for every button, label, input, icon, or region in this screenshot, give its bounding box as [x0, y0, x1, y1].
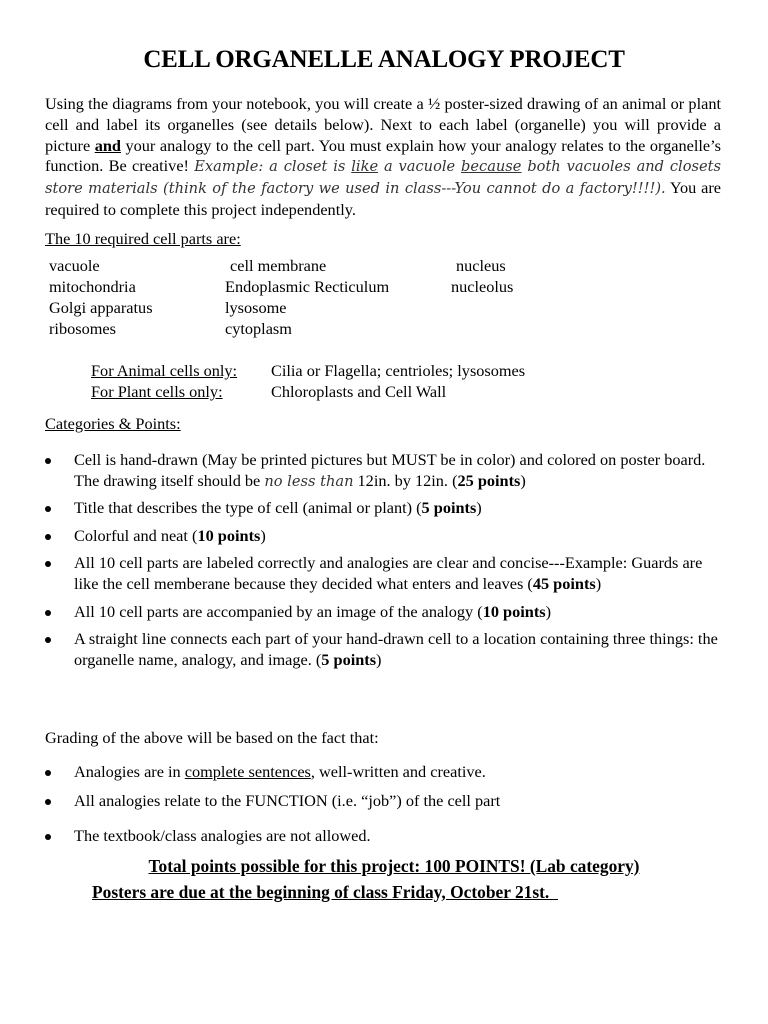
list-item [45, 826, 725, 847]
categories-heading: Categories & Points: [45, 414, 181, 433]
list-item [45, 629, 725, 670]
list-item [45, 526, 725, 547]
bullet-icon [45, 458, 51, 464]
bullet-icon [45, 534, 51, 540]
part-cell: mitochondria [49, 277, 136, 296]
item-text: ) [476, 498, 482, 518]
item-text: ) [520, 470, 526, 490]
example-text-3: both vacuoles and closets store materials (think of the factory we used in class---You cannot do a factory!!!!). [45, 158, 721, 198]
item-text: Analogies are in [74, 762, 185, 781]
example-text-2: a vacuole [378, 158, 462, 176]
list-item [45, 450, 725, 492]
animal-cells-label: For Animal cells only: [91, 361, 238, 380]
bullet-icon [45, 506, 51, 512]
points-value: 25 points [457, 470, 521, 490]
part-cell: Endoplasmic Recticulum [225, 277, 390, 296]
item-text: All analogies relate to the FUNCTION (i.e. “job”) of the cell part [74, 790, 501, 810]
points-value: 10 points [482, 601, 546, 621]
points-value: 10 points [197, 525, 261, 545]
part-cell: vacuole [49, 256, 100, 275]
example-like: like [351, 158, 379, 176]
intro-text-1: Using the diagrams from your notebook, you will create a ½ poster-sized drawing of an animal or plant cell and label its organelles (see details below). Next to each label (organelle) you will provide a picture [45, 94, 721, 155]
example-because: because [461, 158, 522, 176]
part-cell: Golgi apparatus [49, 298, 153, 317]
item-text: The textbook/class analogies are not allowed. [74, 826, 371, 846]
item-text: ) [260, 525, 266, 545]
page-title: CELL ORGANELLE ANALOGY PROJECT [143, 46, 625, 73]
example-text-1: Example: a closet is [194, 158, 352, 176]
item-text: A straight line connects each part of your hand-drawn cell to a location containing three things: the organelle name, analogy, and image. ( [74, 629, 718, 669]
intro-and-word: and [94, 135, 121, 155]
list-item [45, 791, 725, 812]
points-value: 5 points [421, 498, 477, 518]
item-text: ) [376, 649, 382, 669]
item-text: All 10 cell parts are labeled correctly and analogies are clear and concise---Example: Guards are like the cell memberane because they decided what enters and leaves ( [74, 553, 703, 593]
item-text: 12in. by 12in. ( [353, 470, 458, 490]
part-cell: cell membrane [230, 256, 327, 275]
plant-cells-label: For Plant cells only: [91, 382, 223, 401]
grading-list [45, 762, 725, 847]
points-value: 45 points [532, 573, 596, 593]
part-cell: nucleolus [451, 277, 514, 296]
bullet-icon [45, 770, 51, 776]
item-text: , well-written and creative. [310, 762, 486, 781]
bullet-icon [45, 799, 51, 805]
part-cell: cytoplasm [225, 319, 292, 338]
item-text: All 10 cell parts are accompanied by an image of the analogy ( [74, 601, 483, 621]
categories-list [45, 450, 725, 670]
intro-text-2: your analogy to the cell part. You must explain how your analogy relates to the organelle’s function. Be creative! [45, 135, 721, 176]
animal-cells-value: Cilia or Flagella; centrioles; lysosomes [271, 361, 526, 380]
bullet-icon [45, 834, 51, 840]
item-text: ) [545, 601, 551, 621]
item-underlined: complete sentences [184, 762, 311, 781]
bullet-icon [45, 637, 51, 643]
bullet-icon [45, 610, 51, 616]
due-date-line: Posters are due at the beginning of class Friday, October 21st. [92, 882, 558, 902]
required-parts-heading: The 10 required cell parts are: [45, 229, 241, 248]
item-italic: no less than [264, 472, 354, 490]
part-cell: ribosomes [49, 319, 116, 338]
item-text: Colorful and neat ( [74, 525, 198, 545]
list-item [45, 602, 725, 623]
grading-heading: Grading of the above will be based on the fact that: [45, 728, 379, 747]
part-cell: nucleus [456, 256, 506, 275]
bullet-icon [45, 561, 51, 567]
points-value: 5 points [321, 649, 377, 669]
item-text: Cell is hand-drawn (May be printed pictures but MUST be in color) and colored on poster board. The drawing itself should be [74, 450, 706, 490]
list-item [45, 553, 725, 594]
item-text: Title that describes the type of cell (animal or plant) ( [74, 498, 422, 518]
item-text: ) [595, 573, 602, 593]
total-points-line: Total points possible for this project: 100 POINTS! (Lab category) [148, 856, 640, 876]
intro-text-3: You are required to complete this project independently. [45, 178, 721, 219]
list-item [45, 498, 725, 519]
list-item [45, 762, 725, 783]
part-cell: lysosome [225, 298, 287, 317]
plant-cells-value: Chloroplasts and Cell Wall [271, 382, 447, 401]
intro-paragraph [45, 94, 721, 221]
